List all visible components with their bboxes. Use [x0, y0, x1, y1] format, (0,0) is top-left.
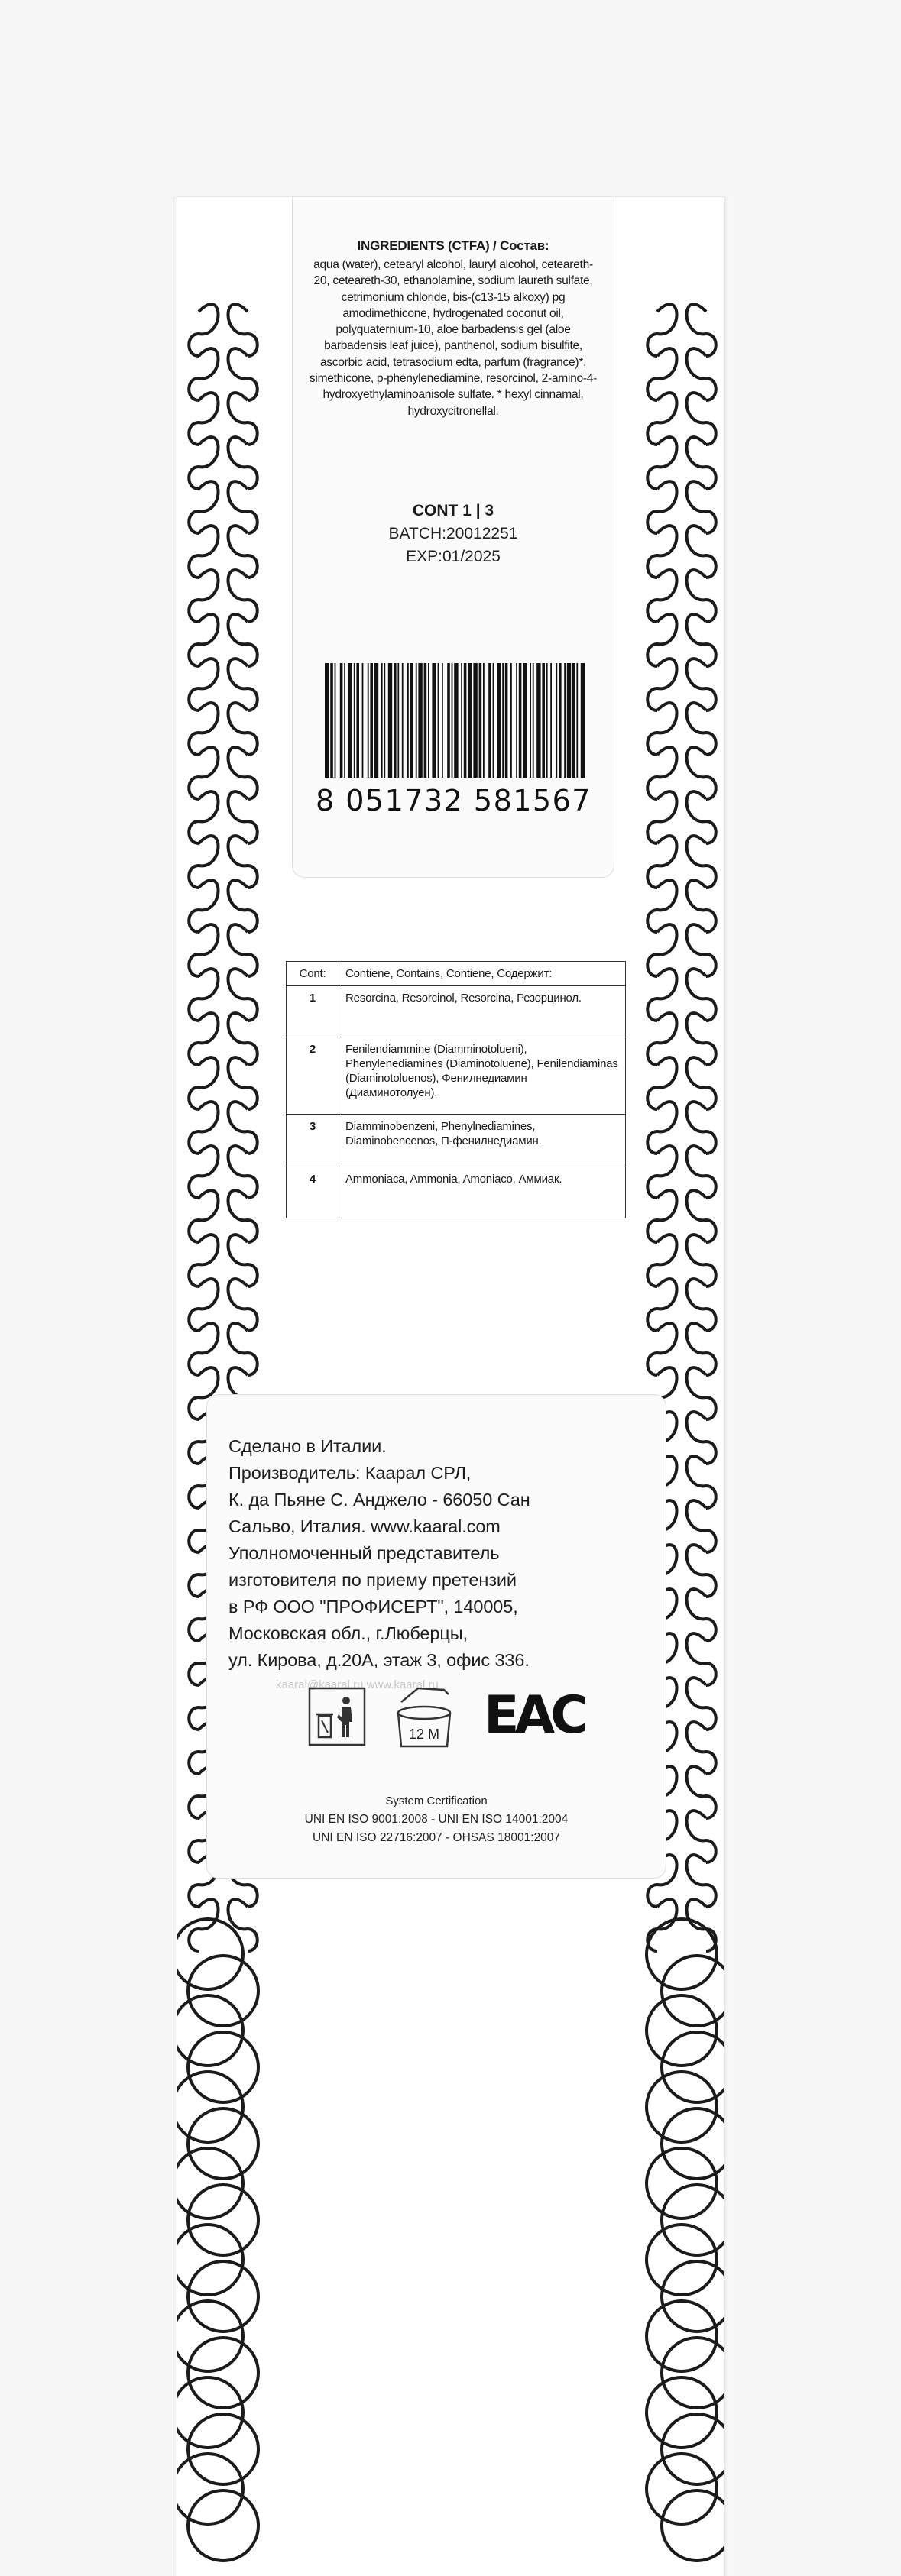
row-text: Diamminobenzeni, Phenylnediamines, Diaminobencenos, П-фенилнедиамин.	[339, 1115, 626, 1167]
table-row	[287, 986, 626, 1037]
barcode-bar	[530, 663, 531, 778]
barcode-bar	[519, 663, 522, 778]
barcode-bar	[340, 663, 343, 778]
maker-line: ул. Кирова, д.20А, этаж 3, офис 336.	[228, 1650, 530, 1670]
maker-line: Производитель: Каарал СРЛ,	[228, 1463, 472, 1483]
ingredients-title: INGREDIENTS (CTFA) / Состав:	[357, 238, 549, 253]
barcode-bar	[418, 663, 422, 778]
barcode-bar	[447, 663, 450, 778]
barcode-bar	[416, 663, 417, 778]
barcode-bar	[432, 663, 436, 778]
maker-line: Сделано в Италии.	[228, 1436, 387, 1456]
barcode-bar	[348, 663, 352, 778]
pattern-ring	[647, 2072, 717, 2142]
barcode-bar	[354, 663, 355, 778]
barcode-bar	[454, 663, 458, 778]
barcode-bar	[362, 663, 364, 778]
barcode-bar	[384, 663, 385, 778]
barcode-bar	[428, 663, 429, 778]
maker-line: изготовителя по приему претензий	[228, 1570, 517, 1590]
row-num: 2	[287, 1037, 339, 1115]
barcode-bar	[374, 663, 378, 778]
barcode-bar	[523, 663, 527, 778]
pattern-ring	[647, 1919, 717, 1989]
table-header-row	[287, 962, 626, 986]
barcode-bar	[581, 663, 585, 778]
barcode-bar	[497, 663, 501, 778]
pattern-ring	[647, 2225, 717, 2295]
barcode-bar	[368, 663, 369, 778]
barcode-bar	[510, 663, 512, 778]
barcode-bar	[488, 663, 491, 778]
barcode-bar	[461, 663, 462, 778]
pattern-ring	[177, 2377, 243, 2448]
barcode-bar	[572, 663, 575, 778]
open-jar-icon	[387, 1679, 464, 1756]
recycle-bin-icon	[308, 1687, 366, 1746]
barcode-bar	[479, 663, 482, 778]
cert-line-1: UNI EN ISO 9001:2008 - UNI EN ISO 14001:2004	[304, 1813, 569, 1826]
pattern-ring	[188, 2490, 258, 2561]
pattern-ring	[188, 2261, 258, 2332]
cert-title: System Certification	[385, 1794, 488, 1807]
barcode-digits: 8 051732 581567	[316, 784, 591, 817]
maker-line: Московская обл., г.Люберцы,	[228, 1623, 468, 1643]
table-row	[287, 1115, 626, 1167]
pattern-ring	[177, 2301, 243, 2371]
barcode-bar	[536, 663, 540, 778]
row-text: Resorcina, Resorcinol, Resorcina, Резорцинол.	[339, 986, 626, 1037]
barcode	[322, 663, 591, 778]
pattern-ring	[188, 2414, 258, 2484]
batch-number: BATCH:20012251	[388, 524, 518, 542]
pattern-ring	[188, 2108, 258, 2179]
maker-line: Сальво, Италия. www.kaaral.com	[228, 1516, 501, 1536]
barcode-bar	[344, 663, 345, 778]
pattern-ring	[188, 2185, 258, 2255]
table-header-num: Cont:	[287, 962, 339, 986]
symbols-row	[253, 1679, 604, 1763]
cert-line-2: UNI EN ISO 22716:2007 - OHSAS 18001:2007	[313, 1831, 560, 1844]
barcode-bar	[493, 663, 494, 778]
pattern-ring	[188, 2032, 258, 2102]
pattern-ring	[177, 2072, 243, 2142]
barcode-bar	[473, 663, 477, 778]
maker-line: К. да Пьяне С. Анджело - 66050 Сан	[228, 1490, 530, 1510]
barcode-bar	[533, 663, 534, 778]
expiry-date: EXP:01/2025	[406, 547, 501, 565]
row-num: 1	[287, 986, 339, 1037]
barcode-bar	[370, 663, 373, 778]
barcode-bar	[542, 663, 545, 778]
eac-label: EAC	[484, 1685, 584, 1746]
faded-websites: kaaral@kaaral.ru www.kaaral.ru	[276, 1678, 439, 1691]
barcode-bar	[452, 663, 453, 778]
pattern-ring	[647, 2454, 717, 2524]
barcode-bar	[388, 663, 392, 778]
pattern-ring	[647, 2377, 717, 2448]
ingredients-label	[292, 197, 614, 878]
barcode-bar	[407, 663, 409, 778]
barcode-bar	[330, 663, 333, 778]
barcode-bar	[576, 663, 578, 778]
maker-line: Уполномоченный представитель	[228, 1543, 500, 1563]
barcode-bar	[356, 663, 359, 778]
row-text: Fenilendiammine (Diamminotolueni), Phenylenediamines (Diaminotoluene), Fenilendiaminas (Diaminotoluenos), Фенилнедиамин (Диаминотолуен).	[339, 1037, 626, 1115]
pattern-ring	[177, 1995, 243, 2066]
manufacturer-info	[228, 1433, 643, 1674]
maker-line: в РФ ООО "ПРОФИСЕРТ", 140005,	[228, 1597, 518, 1616]
table-row	[287, 1167, 626, 1218]
product-box	[177, 197, 724, 2576]
pattern-ring	[647, 2148, 717, 2218]
barcode-bar	[559, 663, 562, 778]
barcode-bar	[550, 663, 552, 778]
row-text: Ammoniaca, Ammonia, Amoniaco, Аммиак.	[339, 1167, 626, 1218]
table-row	[287, 1037, 626, 1115]
barcode-bar	[402, 663, 404, 778]
barcode-bar	[567, 663, 571, 778]
pattern-loop-column	[687, 304, 716, 1951]
barcode-bar	[325, 663, 329, 778]
pattern-ring	[647, 2301, 717, 2371]
box-right-edge	[724, 197, 729, 2576]
cont-number: CONT 1 | 3	[412, 501, 494, 519]
table-header-text: Contiene, Contains, Contiene, Содержит:	[339, 962, 626, 986]
pao-label: 12 M	[408, 1727, 440, 1742]
barcode-bar	[564, 663, 566, 778]
barcode-bar	[556, 663, 557, 778]
barcode-bar	[410, 663, 413, 778]
pattern-ring	[188, 1956, 258, 2026]
ingredients-list: aqua (water), cetearyl alcohol, lauryl alcohol, ceteareth-20, ceteareth-30, ethanolamine, sodium laureth sulfate, cetrimonium chloride, bis-(c13-15 alkoxy) pg amodimethicone, hydrogenated coconut oil, polyquaternium-10, aloe barbadensis gel (aloe barbadensis leaf juice), panthenol, sodium bisulfite, ascorbic acid, tetrasodium edta, parfum (fragrance)*, simethicone, p-phenylenediamine, resorcinol, 2-amino-4-hydroxyethylaminoanisole sulfate. * hexyl cinnamal, hydroxycitronellal.	[309, 258, 598, 418]
pattern-ring	[177, 1919, 243, 1989]
barcode-bar	[381, 663, 383, 778]
barcode-bar	[546, 663, 548, 778]
barcode-bar	[505, 663, 508, 778]
manufacturer-label	[206, 1394, 666, 1879]
barcode-bar	[394, 663, 397, 778]
pattern-ring	[177, 2225, 243, 2295]
barcode-bar	[424, 663, 427, 778]
system-certification	[207, 1792, 666, 1847]
barcode-bar	[397, 663, 399, 778]
pattern-ring	[647, 1995, 717, 2066]
row-num: 4	[287, 1167, 339, 1218]
barcode-bar	[335, 663, 336, 778]
barcode-bar	[516, 663, 517, 778]
barcode-bar	[468, 663, 472, 778]
pattern-ring	[177, 2454, 243, 2524]
barcode-bar	[483, 663, 485, 778]
eac-mark-icon	[484, 1685, 584, 1746]
barcode-bar	[464, 663, 467, 778]
pattern-ring	[177, 2148, 243, 2218]
contents-table	[286, 961, 626, 1218]
barcode-bar	[502, 663, 504, 778]
barcode-bar	[442, 663, 443, 778]
barcode-bar	[438, 663, 439, 778]
row-num: 3	[287, 1115, 339, 1167]
pattern-ring	[188, 2338, 258, 2408]
